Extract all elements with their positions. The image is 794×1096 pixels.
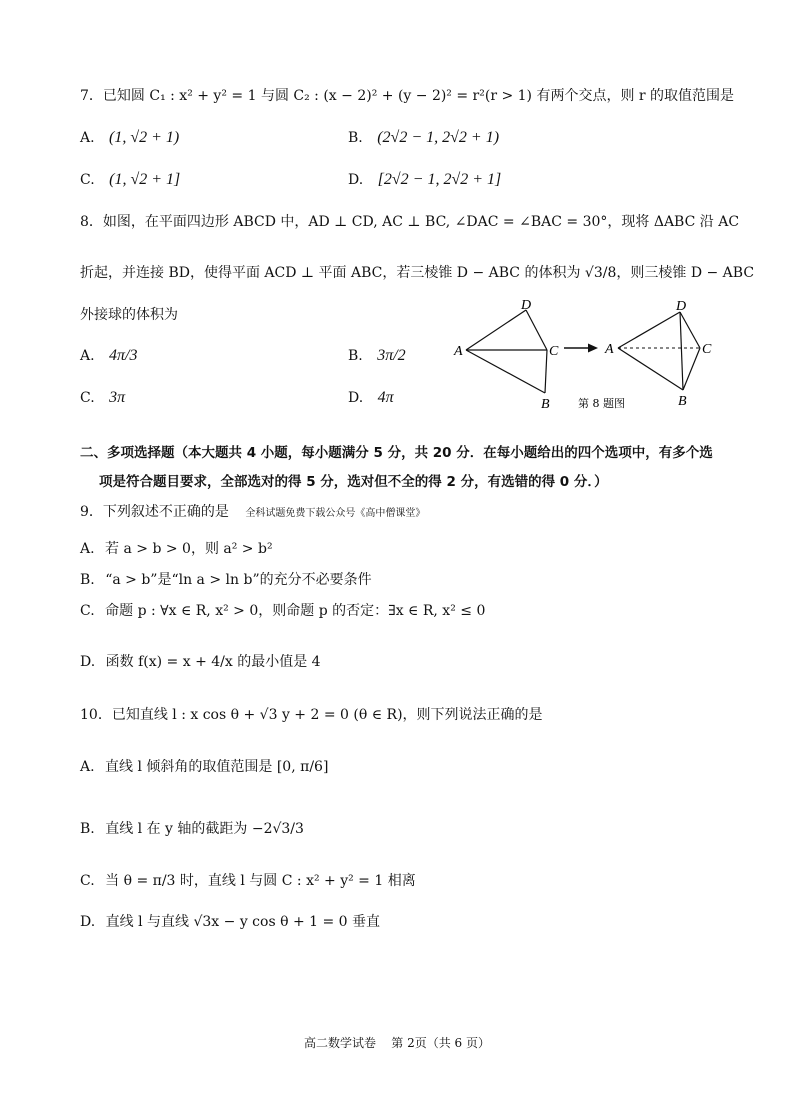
q10-option-a	[80, 757, 328, 777]
q7-option-d-text: [2√2 − 1, 2√2 + 1]	[377, 171, 502, 188]
q8-option-d-label: D.	[348, 390, 364, 406]
fig2-edge-ab	[618, 348, 683, 390]
q9-option-d-label: D.	[80, 654, 96, 670]
fig2-label-d: D	[676, 299, 687, 314]
q8-option-a	[80, 346, 137, 366]
fig-arrow-head	[588, 344, 598, 353]
fig1-edge-ab	[466, 350, 545, 393]
q7-option-c	[80, 170, 180, 190]
q8-option-d-text: 4π	[377, 389, 394, 406]
q7-option-d-label: D.	[348, 172, 364, 188]
fig1-label-d: D	[521, 298, 532, 313]
q10-option-c-text: 当 θ = π/3 时，直线 l 与圆 C : x² + y² = 1 相离	[105, 873, 416, 889]
fig2-edge-dc	[680, 312, 700, 348]
q9-option-b	[80, 570, 372, 590]
q9-stem-row	[80, 502, 425, 524]
fig2-edge-db	[680, 312, 683, 390]
q9-option-a	[80, 539, 273, 559]
q9-option-a-text: 若 a > b > 0，则 a² > b²	[105, 541, 273, 557]
q7-stem: 7．已知圆 C₁ : x² + y² = 1 与圆 C₂ : (x − 2)² + (y − 2)² = r²(r > 1) 有两个交点，则 r 的取值范围是	[80, 88, 735, 104]
fig1-label-a: A	[454, 344, 463, 359]
q9-note: 全科试题免费下载公众号《高中僧课堂》	[245, 508, 426, 519]
fig1-label-b: B	[541, 397, 550, 412]
q8-option-b-label: B.	[348, 348, 363, 364]
q7-option-d	[348, 170, 501, 190]
fig2-label-b: B	[678, 394, 687, 409]
section2-title-line1: 二、多项选择题（本大题共 4 小题，每小题满分 5 分，共 20 分．在每小题给出的四个选项中，有多个选	[80, 445, 713, 461]
fig2-edge-cb	[683, 348, 700, 390]
q10-option-b-text: 直线 l 在 y 轴的截距为 −2√3/3	[105, 821, 304, 837]
q8-option-c-label: C.	[80, 390, 95, 406]
fig1-label-c: C	[549, 344, 559, 359]
q7-option-c-text: (1, √2 + 1]	[109, 171, 181, 188]
q8-option-a-text: 4π/3	[109, 347, 138, 364]
fig2-label-c: C	[702, 342, 712, 357]
q10-option-d-label: D.	[80, 914, 96, 930]
q7-option-a-label: A.	[80, 130, 95, 146]
q7-option-b-text: (2√2 − 1, 2√2 + 1)	[377, 129, 500, 146]
q8-option-c-text: 3π	[109, 389, 126, 406]
fig2-edge-ad	[618, 312, 680, 348]
q7-option-b	[348, 128, 499, 148]
q8-option-b	[348, 346, 406, 366]
q7-option-a-text: (1, √2 + 1)	[109, 129, 180, 146]
q10-option-c-label: C.	[80, 873, 95, 889]
q8-line1: 8．如图，在平面四边形 ABCD 中，AD ⊥ CD, AC ⊥ BC, ∠DAC = ∠BAC = 30°，现将 ΔABC 沿 AC	[80, 214, 740, 230]
fig1-edge-dc	[526, 310, 547, 350]
q9-option-c-text: 命题 p : ∀x ∈ R, x² > 0，则命题 p 的否定：∃x ∈ R, x² ≤ 0	[105, 603, 486, 619]
q9-option-b-text: “a > b”是“ln a > ln b”的充分不必要条件	[105, 572, 372, 588]
q10-option-a-label: A.	[80, 759, 95, 775]
fig1-edge-cb	[545, 350, 547, 393]
section2-title-line2: 项是符合题目要求，全部选对的得 5 分，选对但不全的得 2 分，有选错的得 0 分．）	[99, 474, 608, 490]
q9-option-b-label: B.	[80, 572, 95, 588]
fig2-label-a: A	[605, 342, 614, 357]
q9-option-a-label: A.	[80, 541, 95, 557]
q10-option-c	[80, 871, 416, 891]
q10-stem: 10．已知直线 l : x cos θ + √3 y + 2 = 0 (θ ∈ R)，则下列说法正确的是	[80, 707, 543, 723]
q7-option-a	[80, 128, 179, 148]
q10-option-d	[80, 912, 380, 932]
q9-option-c-label: C.	[80, 603, 95, 619]
fig1-edge-ad	[466, 310, 526, 350]
q10-option-a-text: 直线 l 倾斜角的取值范围是 [0, π/6]	[105, 759, 329, 775]
q8-option-c	[80, 388, 125, 408]
q9-option-d-text: 函数 f(x) = x + 4/x 的最小值是 4	[105, 654, 321, 670]
q8-line3: 外接球的体积为	[80, 307, 178, 323]
q9-stem: 9．下列叙述不正确的是	[80, 504, 229, 520]
page-footer: 高二数学试卷 第 2页（共 6 页）	[304, 1036, 490, 1050]
q7-option-b-label: B.	[348, 130, 363, 146]
q8-option-d	[348, 388, 394, 408]
q10-option-d-text: 直线 l 与直线 √3x − y cos θ + 1 = 0 垂直	[105, 914, 381, 930]
q8-line2: 折起，并连接 BD，使得平面 ACD ⊥ 平面 ABC，若三棱锥 D − ABC 的体积为 √3/8，则三棱锥 D − ABC	[80, 265, 755, 281]
q10-option-b	[80, 819, 304, 839]
q9-option-c	[80, 601, 485, 621]
q9-option-d	[80, 652, 321, 672]
q8-figure	[450, 295, 720, 415]
fig-caption: 第 8 题图	[578, 397, 625, 410]
q10-option-b-label: B.	[80, 821, 95, 837]
q8-option-b-text: 3π/2	[377, 347, 406, 364]
q8-option-a-label: A.	[80, 348, 95, 364]
q7-option-c-label: C.	[80, 172, 95, 188]
